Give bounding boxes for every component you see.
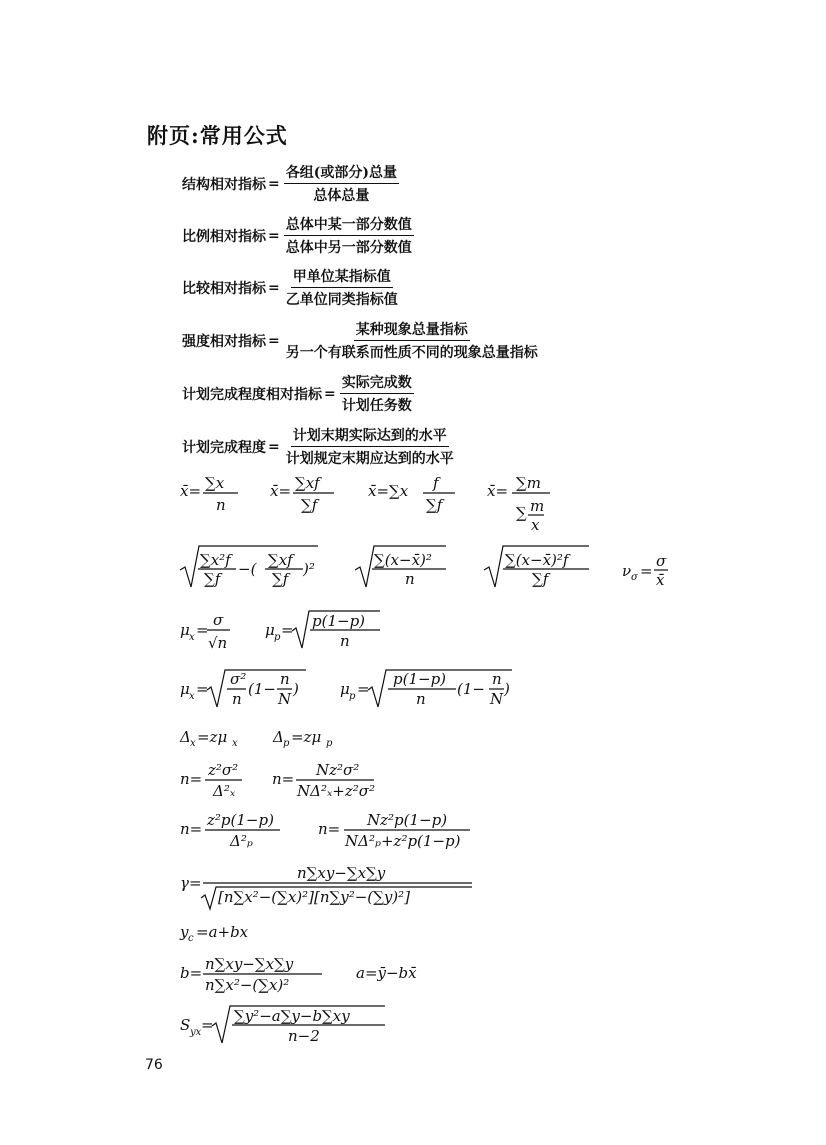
svg-text:∑: ∑ xyxy=(516,504,527,522)
svg-text:x: x xyxy=(189,632,195,643)
svg-text:N: N xyxy=(490,690,504,708)
denominator: 另一个有联系而性质不同的现象总量指标 xyxy=(285,345,538,361)
svg-text:p: p xyxy=(326,738,333,749)
svg-text:μ: μ xyxy=(265,621,275,639)
svg-text:∑f: ∑f xyxy=(532,570,549,588)
svg-text:n: n xyxy=(280,670,290,688)
svg-text:p(1−p): p(1−p) xyxy=(312,612,366,630)
formula-proportion-sampling-error-finite xyxy=(340,670,512,708)
svg-text:√n: √n xyxy=(208,634,228,652)
svg-text:b=: b= xyxy=(180,964,203,982)
svg-text:x: x xyxy=(189,691,195,702)
svg-text:∑m: ∑m xyxy=(516,474,541,492)
svg-text:x̄=: x̄= xyxy=(487,482,509,500)
formula-mean-error-limit xyxy=(179,728,238,749)
formula-correlation-coefficient xyxy=(180,864,472,909)
svg-text:∑(x−x̄)²: ∑(x−x̄)² xyxy=(374,551,432,569)
svg-text:x̄=∑x: x̄=∑x xyxy=(368,482,409,500)
svg-text:x: x xyxy=(232,738,238,749)
numerator: 各组(或部分)总量 xyxy=(284,162,399,184)
svg-text:)²: )² xyxy=(303,560,315,578)
svg-text:∑f: ∑f xyxy=(272,570,289,588)
svg-text:Nz²σ²: Nz²σ² xyxy=(316,761,360,779)
numerator: 实际完成数 xyxy=(340,372,414,394)
svg-text:x̄: x̄ xyxy=(656,571,665,589)
svg-text:x: x xyxy=(531,516,540,534)
svg-text:n=: n= xyxy=(318,820,341,838)
svg-text:ν: ν xyxy=(622,562,632,580)
page-heading: 附页:常用公式 xyxy=(147,123,288,148)
svg-text:Δ: Δ xyxy=(180,728,191,746)
svg-text:z²p(1−p): z²p(1−p) xyxy=(207,811,274,829)
svg-text:p: p xyxy=(283,738,290,749)
svg-text:Δ: Δ xyxy=(273,728,284,746)
svg-text:N: N xyxy=(278,690,292,708)
svg-text:Nz²p(1−p): Nz²p(1−p) xyxy=(367,811,448,829)
svg-text:m: m xyxy=(530,497,545,515)
svg-text:n: n xyxy=(492,670,502,688)
svg-text:=: = xyxy=(640,562,653,580)
formula-regression-line xyxy=(179,923,249,944)
numerator: 甲单位某指标值 xyxy=(291,266,393,288)
svg-text:γ=: γ= xyxy=(180,874,202,892)
svg-text:n∑xy−∑x∑y: n∑xy−∑x∑y xyxy=(297,864,386,882)
formula-regression-slope xyxy=(180,955,322,994)
svg-text:n=: n= xyxy=(180,820,203,838)
svg-text:Δ²ₚ: Δ²ₚ xyxy=(230,832,253,850)
svg-text:μ: μ xyxy=(180,680,190,698)
formula-standard-error-estimate xyxy=(180,1006,385,1045)
svg-text:=: = xyxy=(201,1016,214,1034)
denominator: 乙单位同类指标值 xyxy=(285,292,398,308)
svg-text:y: y xyxy=(180,923,189,941)
formula-label: 结构相对指标 xyxy=(182,176,266,193)
svg-text:f: f xyxy=(433,474,439,492)
svg-text:∑xf: ∑xf xyxy=(295,474,320,492)
svg-text:=: = xyxy=(281,621,294,639)
formula-mean-harmonic xyxy=(487,474,550,534)
formula-sd-weighted-shortcut xyxy=(180,546,318,588)
svg-text:σ: σ xyxy=(631,572,638,583)
denominator: 总体总量 xyxy=(313,188,370,204)
formula-sample-size-mean-finite xyxy=(272,761,375,800)
equals-sign: = xyxy=(324,385,336,402)
svg-text:μ: μ xyxy=(340,680,350,698)
numerator: 计划末期实际达到的水平 xyxy=(291,425,449,447)
formula-sd-simple xyxy=(355,546,446,588)
svg-text:∑x²f: ∑x²f xyxy=(200,551,231,569)
formula-sample-size-mean xyxy=(180,761,242,800)
formula-label: 计划完成程度相对指标 xyxy=(182,386,322,403)
formula-mean-frequency xyxy=(368,474,455,514)
svg-text:x̄=: x̄= xyxy=(270,482,292,500)
formula-mean-sampling-error-finite xyxy=(180,670,306,708)
svg-text:n: n xyxy=(416,690,426,708)
svg-text:n: n xyxy=(216,496,226,514)
formula-regression-intercept xyxy=(356,964,417,982)
svg-text:=: = xyxy=(196,621,209,639)
formula-sample-size-proportion xyxy=(180,811,280,850)
equals-sign: = xyxy=(268,438,280,455)
svg-text:∑f: ∑f xyxy=(426,496,443,514)
svg-text:−(: −( xyxy=(238,560,257,578)
svg-text:p: p xyxy=(274,632,281,643)
svg-text:σ: σ xyxy=(213,611,224,629)
formula-label: 比较相对指标 xyxy=(182,280,266,297)
numerator: 总体中某一部分数值 xyxy=(284,214,414,236)
svg-text:n=: n= xyxy=(272,770,295,788)
svg-text:(1−: (1− xyxy=(457,680,485,698)
svg-text:S: S xyxy=(180,1016,191,1034)
formula-label: 强度相对指标 xyxy=(182,333,266,350)
svg-text:=: = xyxy=(196,680,209,698)
equals-sign: = xyxy=(268,227,280,244)
formula-label: 计划完成程度 xyxy=(182,439,266,456)
formula-mean-simple xyxy=(180,474,238,514)
svg-text:∑y²−a∑y−b∑xy: ∑y²−a∑y−b∑xy xyxy=(234,1007,350,1025)
svg-text:[n∑x²−(∑x)²][n∑y²−(∑y)²]: [n∑x²−(∑x)²][n∑y²−(∑y)²] xyxy=(218,888,411,906)
svg-text:x̄=: x̄= xyxy=(180,482,202,500)
svg-text:=zμ: =zμ xyxy=(197,728,228,746)
svg-text:c: c xyxy=(188,933,194,944)
svg-text:(1−: (1− xyxy=(248,680,276,698)
formula-mean-sampling-error xyxy=(180,611,230,652)
svg-text:∑f: ∑f xyxy=(204,570,221,588)
svg-text:=a+bx: =a+bx xyxy=(196,923,249,941)
svg-text:p(1−p): p(1−p) xyxy=(393,670,447,688)
denominator: 计划规定末期应达到的水平 xyxy=(285,451,454,467)
svg-text:a=ȳ−bx̄: a=ȳ−bx̄ xyxy=(356,964,417,982)
formula-coefficient-of-variation xyxy=(622,552,668,589)
svg-text:n: n xyxy=(340,632,350,650)
numerator: 某种现象总量指标 xyxy=(354,319,470,341)
svg-text:): ) xyxy=(293,680,299,698)
svg-text:n−2: n−2 xyxy=(288,1027,320,1045)
svg-text:n∑xy−∑x∑y: n∑xy−∑x∑y xyxy=(205,955,294,973)
equals-sign: = xyxy=(268,175,280,192)
equals-sign: = xyxy=(268,332,280,349)
svg-text:∑(x−x̄)²f: ∑(x−x̄)²f xyxy=(505,551,569,569)
svg-text:Δ²ₓ: Δ²ₓ xyxy=(213,782,236,800)
svg-text:): ) xyxy=(504,680,510,698)
formula-sd-weighted xyxy=(484,546,589,588)
svg-text:∑xf: ∑xf xyxy=(268,551,293,569)
page-number: 76 xyxy=(145,1057,163,1073)
formula-proportion-error-limit xyxy=(272,728,333,749)
svg-text:=zμ: =zμ xyxy=(291,728,322,746)
denominator: 计划任务数 xyxy=(341,398,412,414)
formula-mean-weighted xyxy=(270,474,334,514)
svg-text:n∑x²−(∑x)²: n∑x²−(∑x)² xyxy=(205,976,290,994)
svg-text:∑f: ∑f xyxy=(301,496,318,514)
svg-text:n: n xyxy=(232,690,242,708)
svg-text:=: = xyxy=(357,680,370,698)
formula-sample-size-proportion-finite xyxy=(318,811,470,850)
svg-text:x: x xyxy=(190,738,196,749)
svg-text:NΔ²ₓ+z²σ²: NΔ²ₓ+z²σ² xyxy=(297,782,376,800)
svg-text:yx: yx xyxy=(190,1027,202,1038)
svg-text:∑x: ∑x xyxy=(205,474,225,492)
svg-text:NΔ²ₚ+z²p(1−p): NΔ²ₚ+z²p(1−p) xyxy=(345,832,461,850)
svg-text:n: n xyxy=(405,570,415,588)
svg-text:n=: n= xyxy=(180,770,203,788)
formula-proportion-sampling-error xyxy=(265,611,380,650)
svg-text:z²σ²: z²σ² xyxy=(208,761,239,779)
equals-sign: = xyxy=(268,279,280,296)
svg-text:σ²: σ² xyxy=(230,670,247,688)
denominator: 总体中另一部分数值 xyxy=(285,240,412,256)
svg-text:p: p xyxy=(349,691,356,702)
svg-text:σ: σ xyxy=(656,552,667,570)
svg-text:μ: μ xyxy=(180,621,190,639)
formula-label: 比例相对指标 xyxy=(182,228,266,245)
